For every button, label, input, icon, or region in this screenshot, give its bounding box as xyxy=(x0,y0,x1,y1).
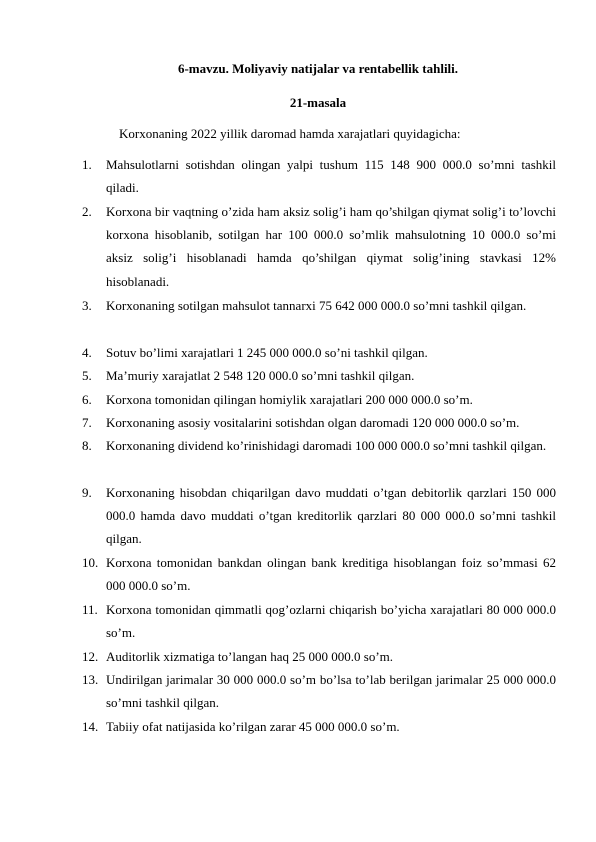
list-item-number: 7. xyxy=(82,415,92,430)
list-item-number: 8. xyxy=(82,438,92,453)
list-item xyxy=(82,645,556,668)
list-item-text: Undirilgan jarimalar 30 000 000.0 so’m bo’lsa to’lab berilgan jarimalar 25 000 000.0 so’mni tashkil qilgan. xyxy=(106,672,556,711)
list-item xyxy=(82,388,556,411)
list-item-text: Korxona bir vaqtning o’zida ham aksiz solig’i ham qo’shilgan qiymat solig’i to’lovchi korxona hisoblanib, sotilgan har 100 000.0 so’mlik mahsulotning 10 000.0 so’mi aksiz solig’i hisoblanadi hamda qo’shilgan qiymat solig’ining stavkasi 12% hisoblanadi. xyxy=(106,204,556,289)
list-item xyxy=(82,411,556,434)
list-item-text: Korxonaning hisobdan chiqarilgan davo muddati o’tgan debitorlik qarzlari 150 000 000.0 hamda davo muddati o’tgan kreditorlik qarzlari 80 000 000.0 so’mni tashkil qilgan. xyxy=(106,485,556,547)
list-item-text: Auditorlik xizmatiga to’langan haq 25 000 000.0 so’m. xyxy=(106,649,394,664)
list-item-text: Korxona tomonidan bankdan olingan bank kreditiga hisoblangan foiz so’mmasi 62 000 000.0 so’m. xyxy=(106,555,556,594)
list-item-number: 11. xyxy=(82,602,98,617)
list-item xyxy=(82,153,556,199)
list-item-text: Korxona tomonidan qilingan homiylik xarajatlari 200 000 000.0 so’m. xyxy=(106,392,473,407)
list-item-number: 1. xyxy=(82,157,92,172)
list-item-text: Mahsulotlarni sotishdan olingan yalpi tushum 115 148 900 000.0 so’mni tashkil qiladi. xyxy=(106,157,556,196)
list-item-text: Korxonaning dividend ko’rinishidagi daromadi 100 000 000.0 so’mni tashkil qilgan. xyxy=(106,438,547,453)
list-item xyxy=(82,200,556,293)
list-item-number: 3. xyxy=(82,298,92,313)
document-title: 6-mavzu. Moliyaviy natijalar va rentabellik tahlili. xyxy=(177,61,459,76)
list-item-number: 6. xyxy=(82,392,92,407)
list-item-number: 9. xyxy=(82,485,92,500)
list-item-number: 2. xyxy=(82,204,92,219)
list-item-number: 13. xyxy=(82,672,99,687)
list-item xyxy=(82,668,556,714)
intro-paragraph: Korxonaning 2022 yillik daromad hamda xarajatlari quyidagicha: xyxy=(119,126,461,141)
list-item-number: 12. xyxy=(82,649,99,664)
list-item-text: Tabiiy ofat natijasida ko’rilgan zarar 45 000 000.0 so’m. xyxy=(106,719,400,734)
list-item-text: Sotuv bo’limi xarajatlari 1 245 000 000.0 so’ni tashkil qilgan. xyxy=(106,345,428,360)
list-item xyxy=(82,341,556,364)
list-item xyxy=(82,551,556,597)
list-item xyxy=(82,715,556,738)
list-item xyxy=(82,434,556,457)
list-item-text: Korxonaning asosiy vositalarini sotishdan olgan daromadi 120 000 000.0 so’m. xyxy=(106,415,520,430)
list-item-text: Ma’muriy xarajatlat 2 548 120 000.0 so’mni tashkil qilgan. xyxy=(106,368,415,383)
list-item xyxy=(82,481,556,551)
list-item xyxy=(82,364,556,387)
list-item xyxy=(82,294,556,317)
list-item-text: Korxonaning sotilgan mahsulot tannarxi 75 642 000 000.0 so’mni tashkil qilgan. xyxy=(106,298,527,313)
list-item-text: Korxona tomonidan qimmatli qog’ozlarni chiqarish bo’yicha xarajatlari 80 000 000.0 so’m. xyxy=(106,602,556,641)
problem-number: 21-masala xyxy=(289,95,347,110)
list-item-number: 10. xyxy=(82,555,99,570)
list-item-number: 4. xyxy=(82,345,92,360)
list-item-number: 14. xyxy=(82,719,99,734)
list-item-number: 5. xyxy=(82,368,92,383)
list-item xyxy=(82,598,556,644)
